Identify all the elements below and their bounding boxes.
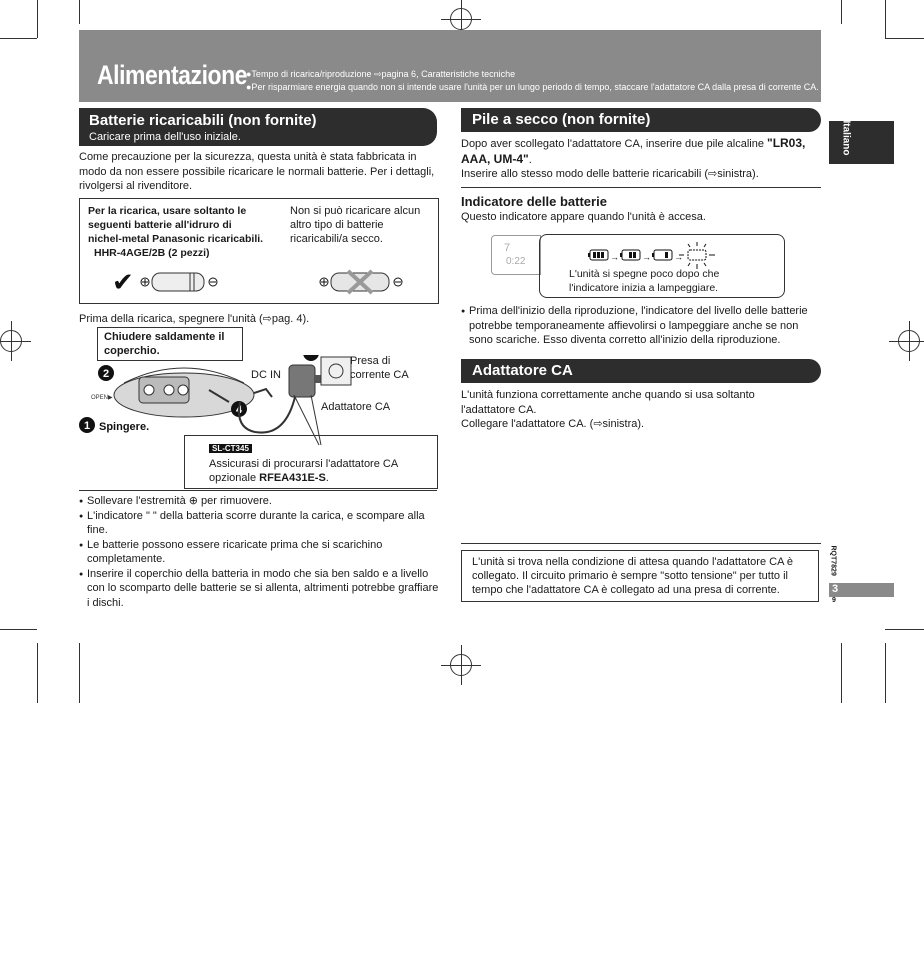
language-tab-label: Italiano	[840, 120, 852, 156]
svg-text:1: 1	[84, 420, 91, 432]
battery-not-ok-illustration	[318, 269, 408, 295]
battery-level-sequence	[588, 241, 738, 271]
section-header-dry	[461, 108, 821, 132]
model-note-box	[184, 435, 438, 489]
bullet-item: ● Inserire il coperchio della batteria in modo che sia ben saldo e a livello con lo scomparto delle batterie se si allenta, altrimenti potrebbe graffiare i dischi.	[87, 567, 439, 611]
page-number-bar	[829, 583, 894, 597]
page-lang-number: 3	[832, 583, 839, 595]
page-title: Alimentazione	[97, 60, 248, 90]
battery-type-not-allowed: Non si può ricaricare alcun altro tipo di batterie ricaricabili/a secco.	[290, 205, 421, 245]
section-title-rechargeable: Batterie ricaricabili (non fornite)	[89, 112, 317, 129]
battery-type-allowed: Per la ricarica, usare soltanto le seguenti batterie all'idruro di nichel-metal Panasonic ricaricabili. HHR-4AGE/2B (2 pezzi)	[88, 205, 264, 259]
svg-text:4: 4	[236, 404, 243, 416]
header-note-2: ●Per risparmiare energia quando non si intende usare l'unità per un lungo periodo di tempo, staccare l'adattatore CA dalla presa di corrente CA.	[246, 82, 819, 92]
indicator-box	[539, 234, 785, 298]
bullet-item: ● Le batterie possono essere ricaricate prima che si scarichino completamente.	[87, 538, 439, 567]
header-notes	[246, 68, 819, 94]
label-push: Spingere.	[99, 421, 150, 433]
registration-mark-right	[898, 330, 920, 352]
battery-type-box	[79, 198, 439, 304]
section-subtitle-rechargeable: Caricare prima dell'uso iniziale.	[89, 131, 241, 143]
section-header-rechargeable	[79, 108, 437, 146]
page-number: 9	[832, 597, 836, 604]
section-title-dry: Pile a secco (non fornite)	[472, 111, 651, 128]
label-adapter: Adattatore CA	[321, 401, 391, 413]
label-close-cover: Chiudere saldamente il coperchio.	[97, 327, 243, 361]
section-title-ac: Adattatore CA	[472, 362, 573, 379]
svg-text:→: →	[610, 252, 619, 262]
registration-mark-bottom	[450, 654, 472, 676]
charging-illustration: Chiudere saldamente il coperchio. 2 OPEN▶ 1 Spingere. 4 DC IN Presa di corrente CA Adattatore CA 3	[79, 325, 439, 490]
registration-mark-top	[450, 8, 472, 30]
indicator-subtitle: Questo indicatore appare quando l'unità è accesa.	[461, 211, 706, 223]
section-header-ac	[461, 359, 821, 383]
svg-text:→: →	[674, 252, 683, 262]
model-note: Assicurasi di procurarsi l'adattatore CA opzionale RFEA431E-S.	[209, 458, 398, 484]
svg-text:→: →	[642, 252, 651, 262]
indicator-bullet: ● Prima dell'inizio della riproduzione, l'indicatore del livello delle batterie potrebbe temporaneamente affievolirsi o lampeggiare anche se non sono scariche. Esso diventa corretto all'inizio della riproduzione.	[469, 304, 821, 348]
registration-mark-left	[0, 330, 22, 352]
svg-text:✔: ✔	[112, 269, 134, 295]
model-tag: SL-CT345	[209, 444, 252, 453]
indicator-title: Indicatore delle batterie	[461, 194, 607, 209]
lcd-track: 7	[504, 242, 511, 254]
bullet-item: ● L'indicatore " " della batteria scorre durante la carica, e scompare alla fine.	[87, 509, 439, 538]
rechargeable-bullets	[87, 494, 439, 610]
lcd-display	[491, 235, 541, 275]
svg-text:OPEN▶: OPEN▶	[91, 395, 113, 401]
header-note-1: ●Tempo di ricarica/riproduzione ⇨pagina 6, Caratteristiche tecniche	[246, 69, 516, 79]
ac-text: L'unità funziona correttamente anche quando si usa soltanto l'adattatore CA. Collegare l'adattatore CA. (⇨sinistra).	[461, 389, 755, 430]
lcd-time: 0:22	[506, 256, 526, 267]
label-dc-in: DC IN	[251, 369, 281, 381]
bullet-item: ● Sollevare l'estremità ⊕ per rimuovere.	[87, 494, 439, 509]
label-socket: Presa di corrente CA	[350, 355, 409, 381]
language-tab	[829, 121, 894, 164]
battery-ok-illustration	[110, 269, 230, 295]
indicator-caption: L'unità si spegne poco dopo che l'indicatore inizia a lampeggiare.	[569, 268, 720, 294]
svg-text:2: 2	[103, 368, 110, 380]
doc-code: RQT7829	[829, 545, 837, 576]
dry-text: Dopo aver scollegato l'adattatore CA, inserire due pile alcaline "LR03, AAA, UM-4". Inserire allo stesso modo delle batterie ricaricabili (⇨sinistra).	[461, 136, 806, 180]
before-charge-note: Prima della ricarica, spegnere l'unità (⇨pag. 4).	[79, 313, 310, 325]
standby-note: L'unità si trova nella condizione di attesa quando l'adattatore CA è collegato. Il circuito primario è sempre "sotto tensione" per tutto il tempo che l'adattatore CA è collegato ad una presa di corrente.	[461, 550, 819, 602]
rechargeable-intro: Come precauzione per la sicurezza, questa unità è stata fabbricata in modo da non essere possibile ricaricare le normali batterie. Per i dettagli, rivolgersi al rivenditore.	[79, 151, 435, 192]
